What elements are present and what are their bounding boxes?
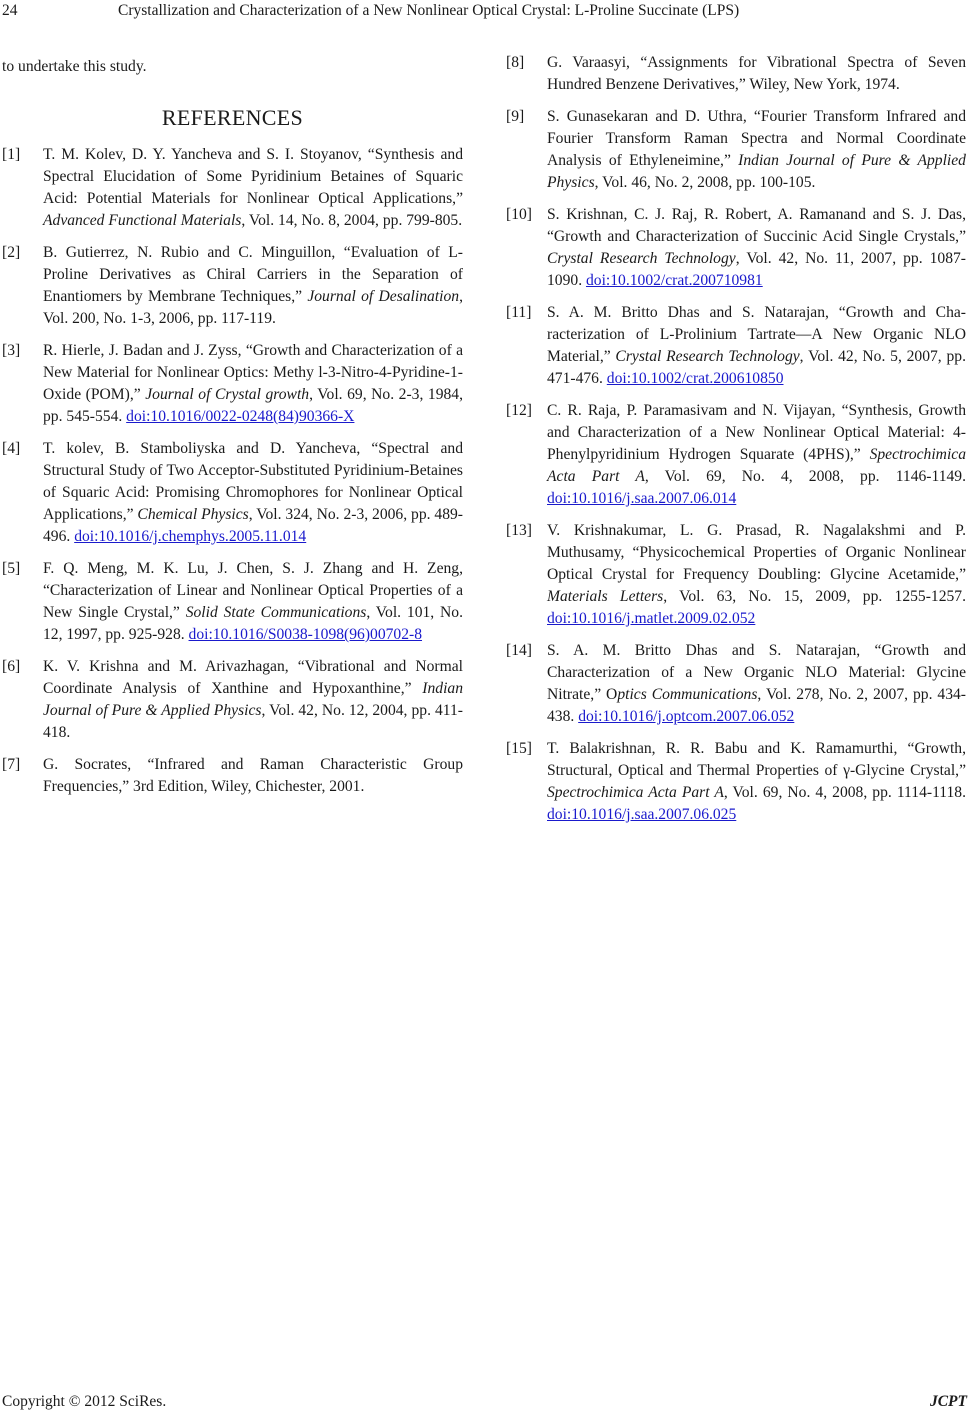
reference-authors-title: T. M. Kolev, D. Y. Yancheva and S. I. Stoyanov, “Synthesis and Spectral Elucidation of Some Pyridinium Betaines of Squaric Acid: Potential Materials for Nonlinear Optical Applications,” bbox=[43, 146, 463, 207]
reference-number: [3] bbox=[2, 342, 21, 359]
page-number: 24 bbox=[2, 2, 18, 19]
reference-number: [10] bbox=[506, 206, 532, 223]
reference-item bbox=[2, 656, 463, 744]
reference-authors-title: T. Balakrishnan, R. R. Babu and K. Ramamurthi, “Growth, Structural, Optical and Thermal Properties of γ-Glycine Crystal,” bbox=[547, 740, 966, 779]
reference-authors-title: G. Varaasyi, “Assignments for Vibrational Spectra of Seven Hundred Benzene Derivatives,” Wiley, New York, 1974. bbox=[547, 54, 966, 93]
reference-number: [9] bbox=[506, 108, 525, 125]
reference-text bbox=[43, 656, 463, 744]
reference-journal: Crystal Research Technology bbox=[547, 250, 736, 267]
reference-item bbox=[506, 106, 966, 194]
reference-details: , Vol. 42, No. 11, 2007, pp. 1087-1090. bbox=[547, 250, 966, 289]
reference-journal: Indian Journal of Pure & Applied Physics bbox=[547, 152, 966, 191]
reference-number: [4] bbox=[2, 440, 21, 457]
reference-journal: ptics Communications bbox=[617, 686, 758, 703]
reference-authors-title: R. Hierle, J. Badan and J. Zyss, “Growth and Characterization of a New Material for Nonlinear Optics: Methy l-3-Nitro-4-Pyridine-1-Oxide (POM),” bbox=[43, 342, 463, 403]
right-column bbox=[506, 52, 966, 836]
reference-number: [13] bbox=[506, 522, 532, 539]
reference-number: [14] bbox=[506, 642, 532, 659]
reference-list-left bbox=[2, 144, 463, 798]
references-heading: REFERENCES bbox=[161, 105, 304, 130]
journal-abbreviation: JCPT bbox=[929, 1393, 967, 1410]
reference-authors-title: S. A. M. Britto Dhas and S. Natarajan, “Growth and Characterization of L-Prolinium Tartrate—A New Organic NLO Material,” bbox=[547, 304, 966, 365]
reference-text bbox=[547, 738, 966, 826]
reference-text bbox=[43, 558, 463, 646]
reference-authors-title: S. Gunasekaran and D. Uthra, “Fourier Transform Infrared and Fourier Transform Raman Spectra and Normal Coordinate Analysis of Ethyleneimine,” bbox=[547, 108, 966, 169]
reference-text bbox=[547, 520, 966, 630]
left-column bbox=[2, 52, 463, 808]
reference-item bbox=[2, 242, 463, 330]
reference-details: , Vol. 101, No. 12, 1997, pp. 925-928. bbox=[43, 604, 463, 643]
reference-journal: Journal of Desalination bbox=[307, 288, 460, 305]
reference-item bbox=[2, 754, 463, 798]
doi-link[interactable]: doi:10.1016/j.saa.2007.06.025 bbox=[547, 806, 737, 823]
reference-text bbox=[43, 438, 463, 548]
page-header bbox=[0, 0, 969, 24]
reference-journal: Solid State Communications bbox=[185, 604, 367, 621]
reference-text bbox=[43, 340, 463, 428]
reference-authors-title: G. Socrates, “Infrared and Raman Characteristic Group Frequencies,” 3rd Edition, Wiley, Chichester, 2001. bbox=[43, 756, 463, 795]
reference-details: , Vol. 63, No. 15, 2009, pp. 1255-1257. bbox=[663, 588, 967, 605]
running-title: Crystallization and Characterization of a New Nonlinear Optical Crystal: L-Proline Succinate (LPS) bbox=[118, 2, 740, 19]
reference-text bbox=[547, 106, 966, 194]
reference-item bbox=[506, 640, 966, 728]
reference-authors-title: T. kolev, B. Stamboliyska and D. Yancheva, “Spectral and Structural Study of Two Acceptor-Substituted Pyridinium-Betaines of Squaric Acid: Promising Chromophores for Nonlinear Optical Applications,” bbox=[43, 440, 463, 523]
doi-link[interactable]: doi:10.1016/S0038-1098(96)00702-8 bbox=[188, 626, 423, 643]
reference-item bbox=[506, 302, 966, 390]
reference-authors-title: B. Gutierrez, N. Rubio and C. Minguillon, “Evaluation of L-Proline Derivatives as Chiral Carriers in the Separation of Enantiomers by Membrane Techniques,” bbox=[43, 244, 463, 305]
doi-link[interactable]: doi:10.1002/crat.200710981 bbox=[585, 272, 763, 289]
reference-text bbox=[43, 242, 463, 330]
doi-link[interactable]: doi:10.1016/j.chemphys.2005.11.014 bbox=[74, 528, 307, 545]
reference-authors-title: C. R. Raja, P. Paramasivam and N. Vijayan, “Synthesis, Growth and Characterization of a New Nonlinear Optical Material: 4-Phenylpyridinium Hydrogen Squarate (4PHS),” bbox=[547, 402, 966, 463]
reference-item bbox=[2, 144, 463, 232]
reference-details: , Vol. 324, No. 2-3, 2006, pp. 489-496. bbox=[43, 506, 463, 545]
reference-details: , Vol. 69, No. 2-3, 1984, pp. 545-554. bbox=[43, 386, 463, 425]
copyright-notice: Copyright © 2012 SciRes. bbox=[2, 1393, 167, 1410]
reference-journal: Chemical Physics bbox=[137, 506, 249, 523]
reference-journal: Crystal Research Technology bbox=[615, 348, 800, 365]
intro-text: to undertake this study. bbox=[2, 58, 147, 75]
reference-item bbox=[2, 340, 463, 428]
reference-journal: Spectrochimica Acta Part A bbox=[547, 784, 724, 801]
reference-details: , Vol. 278, No. 2, 2007, pp. 434-438. bbox=[547, 686, 966, 725]
reference-number: [5] bbox=[2, 560, 21, 577]
reference-number: [7] bbox=[2, 756, 21, 773]
doi-link[interactable]: doi:10.1016/j.optcom.2007.06.052 bbox=[578, 708, 795, 725]
reference-authors-title: S. A. M. Britto Dhas and S. Natarajan, “Growth and Characterization of a New Organic NLO Material: Glycine Nitrate,” O bbox=[547, 642, 966, 703]
reference-authors-title: S. Krishnan, C. J. Raj, R. Robert, A. Ramanand and S. J. Das, “Growth and Characterization of Succinic Acid Single Crystals,” bbox=[547, 206, 966, 245]
reference-item bbox=[506, 520, 966, 630]
reference-details: , Vol. 14, No. 8, 2004, pp. 799-805. bbox=[241, 212, 463, 229]
reference-number: [12] bbox=[506, 402, 532, 419]
reference-details: , Vol. 42, No. 12, 2004, pp. 411-418. bbox=[43, 702, 463, 741]
reference-details: , Vol. 69, No. 4, 2008, pp. 1146-1149. bbox=[644, 468, 967, 485]
doi-link[interactable]: doi:10.1016/0022-0248(84)90366-X bbox=[126, 408, 355, 425]
reference-text bbox=[43, 754, 463, 798]
reference-number: [11] bbox=[506, 304, 532, 321]
reference-journal: Indian Journal of Pure & Applied Physics bbox=[43, 680, 463, 719]
reference-journal: Spectrochimica Acta Part A bbox=[547, 446, 966, 485]
reference-journal: Advanced Functional Materials bbox=[43, 212, 242, 229]
reference-authors-title: F. Q. Meng, M. K. Lu, J. Chen, S. J. Zhang and H. Zeng, “Characterization of Linear and Nonlinear Optical Properties of a New Single Crystal,” bbox=[43, 560, 463, 621]
reference-number: [6] bbox=[2, 658, 21, 675]
reference-item bbox=[2, 438, 463, 548]
doi-link[interactable]: doi:10.1016/j.saa.2007.06.014 bbox=[547, 490, 737, 507]
reference-item bbox=[506, 204, 966, 292]
doi-link[interactable]: doi:10.1016/j.matlet.2009.02.052 bbox=[547, 610, 756, 627]
reference-text bbox=[547, 52, 966, 96]
reference-number: [8] bbox=[506, 54, 525, 71]
reference-text bbox=[547, 640, 966, 728]
doi-link[interactable]: doi:10.1002/crat.200610850 bbox=[606, 370, 784, 387]
reference-list-right bbox=[506, 52, 966, 826]
reference-text bbox=[547, 400, 966, 510]
reference-details: , Vol. 69, No. 4, 2008, pp. 1114-1118. bbox=[723, 784, 966, 801]
reference-item bbox=[506, 738, 966, 826]
reference-details: , Vol. 200, No. 1-3, 2006, pp. 117-119. bbox=[43, 288, 463, 327]
reference-text bbox=[547, 302, 966, 390]
reference-item bbox=[2, 558, 463, 646]
reference-journal: Materials Letters bbox=[547, 588, 664, 605]
reference-number: [1] bbox=[2, 146, 21, 163]
reference-number: [2] bbox=[2, 244, 21, 261]
reference-authors-title: K. V. Krishna and M. Arivazhagan, “Vibrational and Normal Coordinate Analysis of Xanthine and Hypoxanthine,” bbox=[43, 658, 463, 697]
reference-authors-title: V. Krishnakumar, L. G. Prasad, R. Nagalakshmi and P. Muthusamy, “Physicochemical Properties of Organic Nonlinear Optical Crystal for Frequency Doubling: Glycine Acetamide,” bbox=[547, 522, 966, 583]
reference-item bbox=[506, 52, 966, 96]
reference-number: [15] bbox=[506, 740, 532, 757]
reference-details: , Vol. 42, No. 5, 2007, pp. 471-476. bbox=[547, 348, 966, 387]
reference-text bbox=[547, 204, 966, 292]
reference-details: , Vol. 46, No. 2, 2008, pp. 100-105. bbox=[594, 174, 816, 191]
reference-text bbox=[43, 144, 463, 232]
reference-item bbox=[506, 400, 966, 510]
reference-journal: Journal of Crystal growth bbox=[145, 386, 310, 403]
